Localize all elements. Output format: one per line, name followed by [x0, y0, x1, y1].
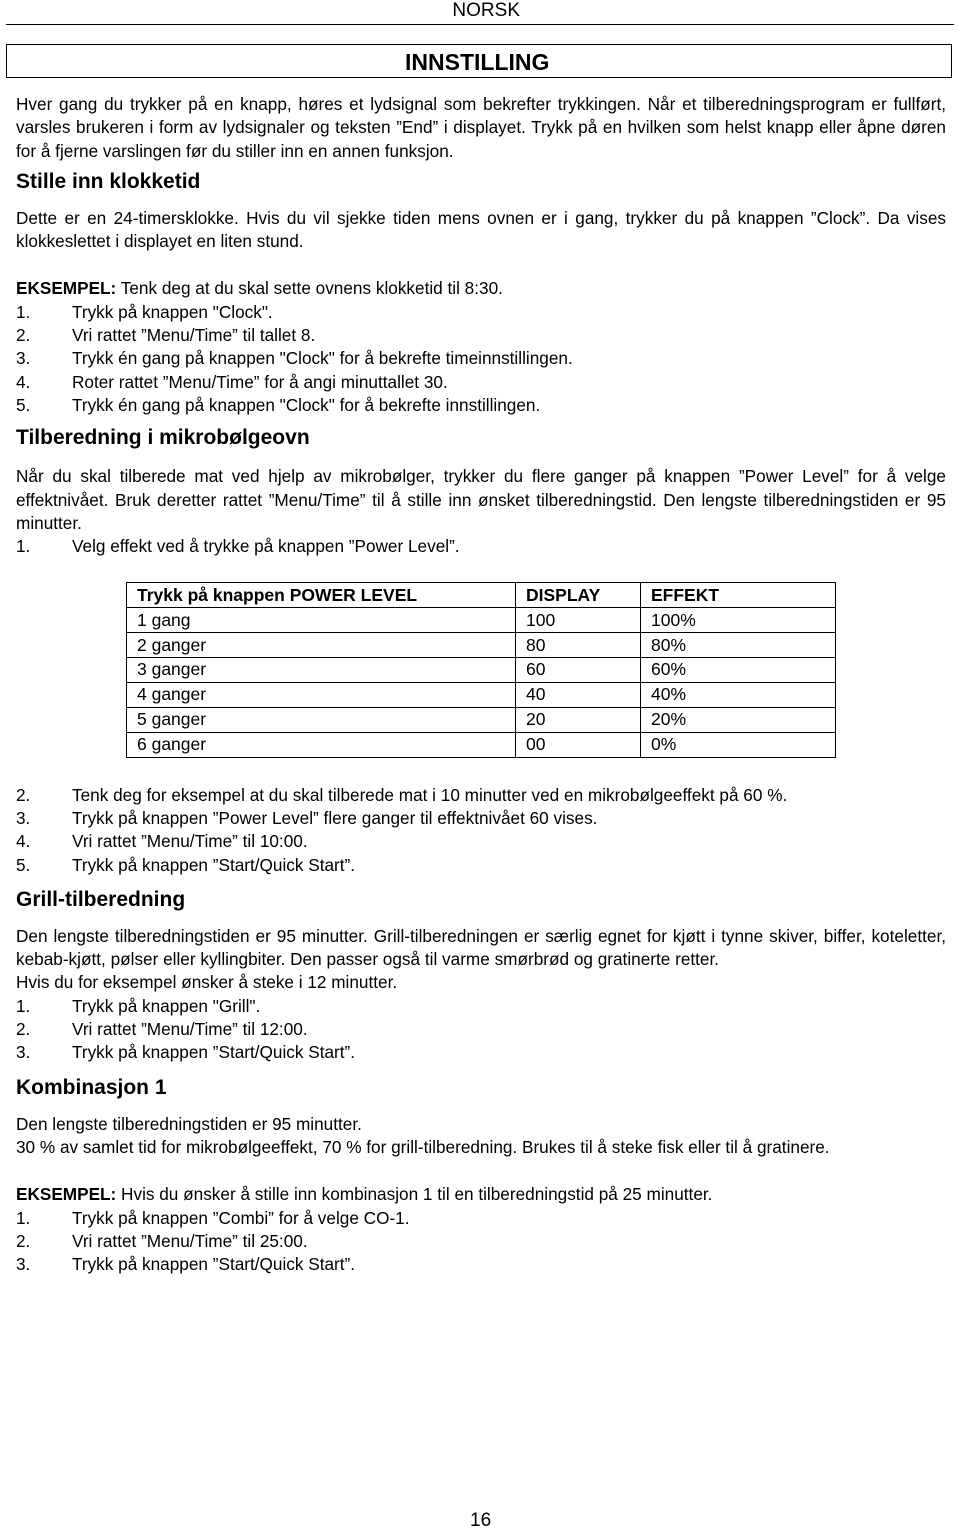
step-number: 3.	[16, 348, 31, 369]
step-number: 3.	[16, 1042, 31, 1063]
combi-steps	[16, 1207, 946, 1277]
table-cell: 40%	[641, 683, 836, 708]
grill-steps	[16, 995, 946, 1065]
table-row	[127, 683, 836, 708]
micro-paragraph: Når du skal tilberede mat ved hjelp av mikrobølger, trykker du flere ganger på knappen ”Power Level” for å velge effektnivået. Bruk deretter rattet ”Menu/Time” til å stille inn ønsket tilberedningstid. Den lengste tilberedningstiden er 95 minutter.	[16, 466, 946, 533]
combi-heading: Kombinasjon 1	[16, 1075, 167, 1099]
section-title: INNSTILLING	[405, 49, 550, 75]
grill-heading: Grill-tilberedning	[16, 887, 186, 911]
list-item	[16, 371, 946, 394]
table-cell: 60	[516, 658, 641, 683]
step-number: 2.	[16, 325, 31, 346]
step-number: 1.	[16, 301, 31, 322]
list-item	[16, 995, 946, 1018]
step-text: Vri rattet ”Menu/Time” til 12:00.	[72, 1019, 308, 1040]
table-cell: 4 ganger	[127, 683, 516, 708]
table-cell: 80	[516, 633, 641, 658]
list-item	[16, 807, 946, 830]
step-text: Roter rattet ”Menu/Time” for å angi minuttallet 30.	[72, 371, 448, 392]
table-cell: 100	[516, 608, 641, 633]
step-text: Trykk på knappen ”Start/Quick Start”.	[72, 854, 356, 875]
table-row	[127, 658, 836, 683]
table-cell: 80%	[641, 633, 836, 658]
step-text: Vri rattet ”Menu/Time” til 25:00.	[72, 1230, 308, 1251]
table-cell: 20%	[641, 707, 836, 732]
table-row	[127, 732, 836, 757]
step-text: Trykk på knappen "Clock".	[72, 301, 273, 322]
clock-example-text: Tenk deg at du skal sette ovnens klokketid til 8:30.	[116, 278, 503, 299]
table-header-cell: Trykk på knappen POWER LEVEL	[127, 583, 516, 608]
clock-example-label: EKSEMPEL:	[16, 278, 117, 299]
step-number: 1.	[16, 995, 31, 1016]
page-number: 16	[470, 1510, 492, 1531]
table-row	[127, 633, 836, 658]
step-text: Trykk på knappen ”Combi” for å velge CO-1.	[72, 1207, 410, 1228]
clock-heading: Stille inn klokketid	[16, 169, 201, 193]
step-text: Trykk én gang på knappen "Clock" for å bekrefte innstillingen.	[72, 394, 541, 415]
table-cell: 2 ganger	[127, 633, 516, 658]
table-cell: 3 ganger	[127, 658, 516, 683]
list-item	[16, 324, 946, 347]
list-item	[16, 784, 946, 807]
step-number: 1.	[16, 1207, 31, 1228]
micro-step-1	[16, 535, 946, 558]
header-language: NORSK	[452, 0, 520, 21]
step-number: 2.	[16, 1230, 31, 1251]
table-cell: 5 ganger	[127, 707, 516, 732]
header-divider	[6, 24, 954, 25]
table-cell: 6 ganger	[127, 732, 516, 757]
list-item	[16, 535, 946, 558]
list-item	[16, 1041, 946, 1064]
clock-steps	[16, 301, 946, 417]
table-cell: 1 gang	[127, 608, 516, 633]
step-number: 3.	[16, 1254, 31, 1275]
step-number: 5.	[16, 394, 31, 415]
combi-example	[16, 1183, 946, 1206]
grill-example: Hvis du for eksempel ønsker å steke i 12 minutter.	[16, 972, 398, 993]
table-cell: 100%	[641, 608, 836, 633]
table-row	[127, 707, 836, 732]
table-header-cell: EFFEKT	[641, 583, 836, 608]
grill-paragraph: Den lengste tilberedningstiden er 95 minutter. Grill-tilberedningen er særlig egnet for kjøtt i tynne skiver, biffer, koteletter, kebab-kjøtt, pølser eller kyllingbiter. Den passer også til varme smørbrød og gratinerte retter.	[16, 925, 946, 970]
table-row	[127, 608, 836, 633]
list-item	[16, 1230, 946, 1253]
step-number: 5.	[16, 854, 31, 875]
combi-example-text: Hvis du ønsker å stille inn kombinasjon 1 til en tilberedningstid på 25 minutter.	[116, 1184, 713, 1205]
section-title-box	[6, 44, 952, 78]
table-cell: 00	[516, 732, 641, 757]
step-number: 2.	[16, 1019, 31, 1040]
step-number: 4.	[16, 831, 31, 852]
step-text: Vri rattet ”Menu/Time” til 10:00.	[72, 831, 308, 852]
list-item	[16, 854, 946, 877]
list-item	[16, 394, 946, 417]
list-item	[16, 301, 946, 324]
table-cell: 20	[516, 707, 641, 732]
table-cell: 40	[516, 683, 641, 708]
step-number: 4.	[16, 371, 31, 392]
micro-heading: Tilberedning i mikrobølgeovn	[16, 426, 310, 450]
step-text: Trykk på knappen "Grill".	[72, 995, 261, 1016]
combi-paragraph-2: 30 % av samlet tid for mikrobølgeeffekt, 70 % for grill-tilberedning. Brukes til å steke fisk eller til å gratinere.	[16, 1136, 830, 1157]
combi-example-label: EKSEMPEL:	[16, 1184, 117, 1205]
step-text: Vri rattet ”Menu/Time” til tallet 8.	[72, 325, 316, 346]
step-text: Velg effekt ved å trykke på knappen ”Power Level”.	[72, 536, 460, 557]
table-header-row	[127, 583, 836, 608]
list-item	[16, 1207, 946, 1230]
step-text: Trykk på knappen ”Power Level” flere ganger til effektnivået 60 vises.	[72, 807, 598, 828]
power-level-table	[126, 582, 836, 757]
list-item	[16, 347, 946, 370]
table-cell: 60%	[641, 658, 836, 683]
table-header-cell: DISPLAY	[516, 583, 641, 608]
combi-paragraph-1: Den lengste tilberedningstiden er 95 minutter.	[16, 1113, 362, 1134]
document-body	[16, 93, 946, 1276]
list-item	[16, 1018, 946, 1041]
step-text: Tenk deg for eksempel at du skal tilberede mat i 10 minutter ved en mikrobølgeeffekt på 60 %.	[72, 784, 788, 805]
list-item	[16, 1253, 946, 1276]
step-number: 2.	[16, 784, 31, 805]
clock-example	[16, 277, 946, 300]
micro-steps	[16, 784, 946, 877]
list-item	[16, 830, 946, 853]
intro-paragraph: Hver gang du trykker på en knapp, høres et lydsignal som bekrefter trykkingen. Når et tilberedningsprogram er fullført, varsles brukeren i form av lydsignaler og teksten ”End” i displayet. Trykk på en hvilken som helst knapp eller åpne døren for å fjerne varslingen før du stiller inn en annen funksjon.	[16, 94, 946, 161]
step-text: Trykk én gang på knappen "Clock" for å bekrefte timeinnstillingen.	[72, 348, 573, 369]
step-number: 3.	[16, 807, 31, 828]
step-text: Trykk på knappen ”Start/Quick Start”.	[72, 1042, 356, 1063]
step-text: Trykk på knappen ”Start/Quick Start”.	[72, 1254, 356, 1275]
table-cell: 0%	[641, 732, 836, 757]
clock-paragraph: Dette er en 24-timersklokke. Hvis du vil sjekke tiden mens ovnen er i gang, trykker du på knappen ”Clock”. Da vises klokkeslettet i displayet en liten stund.	[16, 207, 946, 252]
step-number: 1.	[16, 536, 31, 557]
